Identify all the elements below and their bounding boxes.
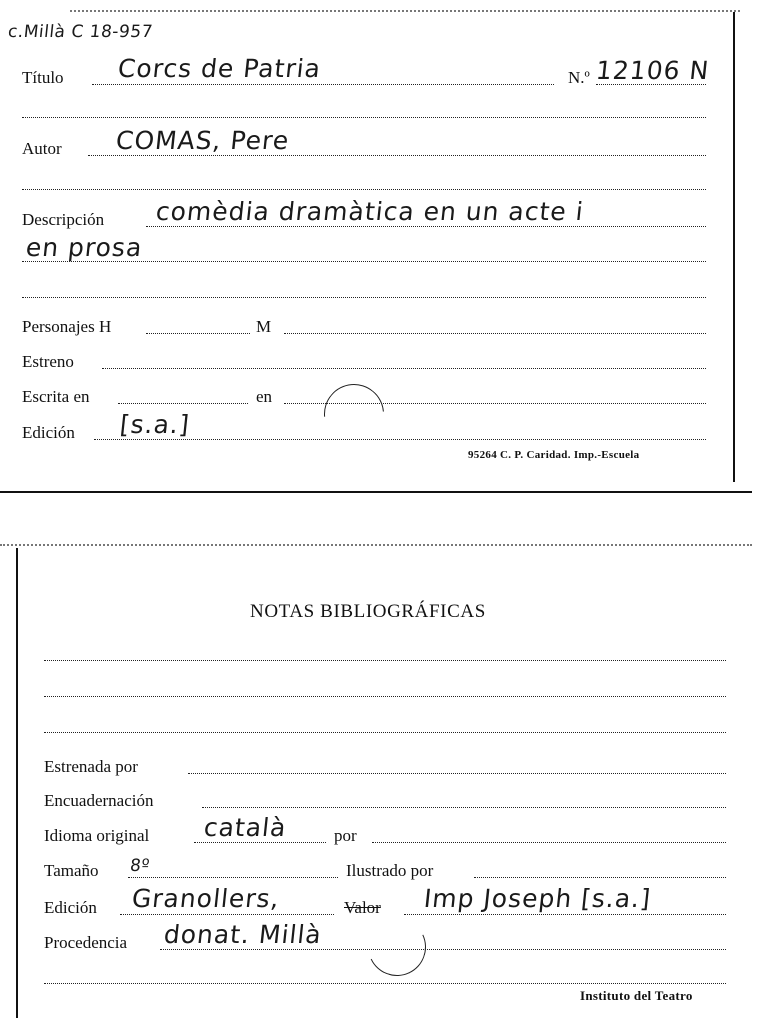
titulo-label: Título bbox=[22, 68, 64, 87]
punch-hole-mark-2 bbox=[360, 910, 434, 984]
tamano-label: Tamaño bbox=[44, 861, 99, 880]
punch-hole-mark-1 bbox=[312, 372, 397, 457]
personajes-label: Personajes H bbox=[22, 317, 112, 336]
notas-line-1 bbox=[44, 660, 726, 661]
titulo-line bbox=[92, 84, 554, 85]
numero-label: N.º bbox=[568, 68, 590, 87]
printer-imprint: 95264 C. P. Caridad. Imp.-Escuela bbox=[468, 449, 640, 461]
estreno-label: Estreno bbox=[22, 352, 74, 371]
idioma-por-label: por bbox=[334, 826, 357, 845]
edicion2-label: Edición bbox=[44, 898, 97, 917]
estrenada-label: Estrenada por bbox=[44, 757, 138, 776]
card2-top-edge bbox=[0, 544, 752, 546]
edicion2-line bbox=[120, 914, 334, 915]
valor-line bbox=[404, 914, 726, 915]
card1-top-edge bbox=[70, 10, 740, 12]
idioma-line bbox=[194, 842, 326, 843]
procedencia-value: donat. Millà bbox=[162, 920, 324, 949]
estreno-line bbox=[102, 368, 706, 369]
edicion-value: [s.a.] bbox=[118, 410, 192, 439]
autor-label: Autor bbox=[22, 139, 62, 158]
descripcion-value-1: comèdia dramàtica en un acte i bbox=[154, 197, 586, 226]
autor-value: COMAS, Pere bbox=[114, 126, 291, 155]
card2-footer: Instituto del Teatro bbox=[580, 988, 693, 1003]
descripcion-label: Descripción bbox=[22, 210, 105, 229]
notas-line-3 bbox=[44, 732, 726, 733]
estrenada-line bbox=[188, 773, 726, 774]
edicion-label: Edición bbox=[22, 423, 75, 442]
card1-bottom-edge bbox=[0, 491, 752, 493]
card1-blank-line-3 bbox=[22, 297, 706, 298]
escrita-label: Escrita en bbox=[22, 387, 90, 406]
card1-blank-line-1 bbox=[22, 117, 706, 118]
descripcion-value-2: en prosa bbox=[24, 233, 144, 262]
personajes-m-label: M bbox=[256, 317, 272, 336]
encuadernacion-label: Encuadernación bbox=[44, 791, 154, 810]
tamano-line bbox=[128, 877, 338, 878]
valor-label: Valor bbox=[344, 898, 381, 917]
notas-bottom-line bbox=[44, 983, 726, 984]
edicion2-value: Granollers, bbox=[130, 884, 282, 913]
notas-heading: NOTAS BIBLIOGRÁFICAS bbox=[250, 601, 486, 622]
notas-line-2 bbox=[44, 696, 726, 697]
corner-note: c.Millà C 18-957 bbox=[6, 22, 154, 42]
valor-value: Imp Joseph [s.a.] bbox=[422, 884, 653, 913]
autor-line bbox=[88, 155, 706, 156]
card1-blank-line-2 bbox=[22, 189, 706, 190]
ilustrado-label: Ilustrado por bbox=[346, 861, 434, 880]
escrita-en-label: en bbox=[256, 387, 273, 406]
encuadernacion-line bbox=[202, 807, 726, 808]
titulo-value: Corcs de Patria bbox=[116, 54, 323, 83]
tamano-value: 8º bbox=[128, 856, 151, 876]
idioma-label: Idioma original bbox=[44, 826, 150, 845]
idioma-por-line bbox=[372, 842, 726, 843]
ilustrado-line bbox=[474, 877, 726, 878]
edicion-line bbox=[94, 439, 706, 440]
descripcion-line-1 bbox=[146, 226, 706, 227]
card1-right-edge bbox=[733, 12, 735, 482]
idioma-value: català bbox=[202, 813, 288, 842]
numero-value: 12106 N bbox=[594, 56, 711, 85]
card2-left-edge bbox=[16, 548, 18, 1018]
personajes-m-line bbox=[284, 333, 706, 334]
escrita-line bbox=[118, 403, 248, 404]
procedencia-line bbox=[160, 949, 726, 950]
procedencia-label: Procedencia bbox=[44, 933, 128, 952]
personajes-h-line bbox=[146, 333, 250, 334]
